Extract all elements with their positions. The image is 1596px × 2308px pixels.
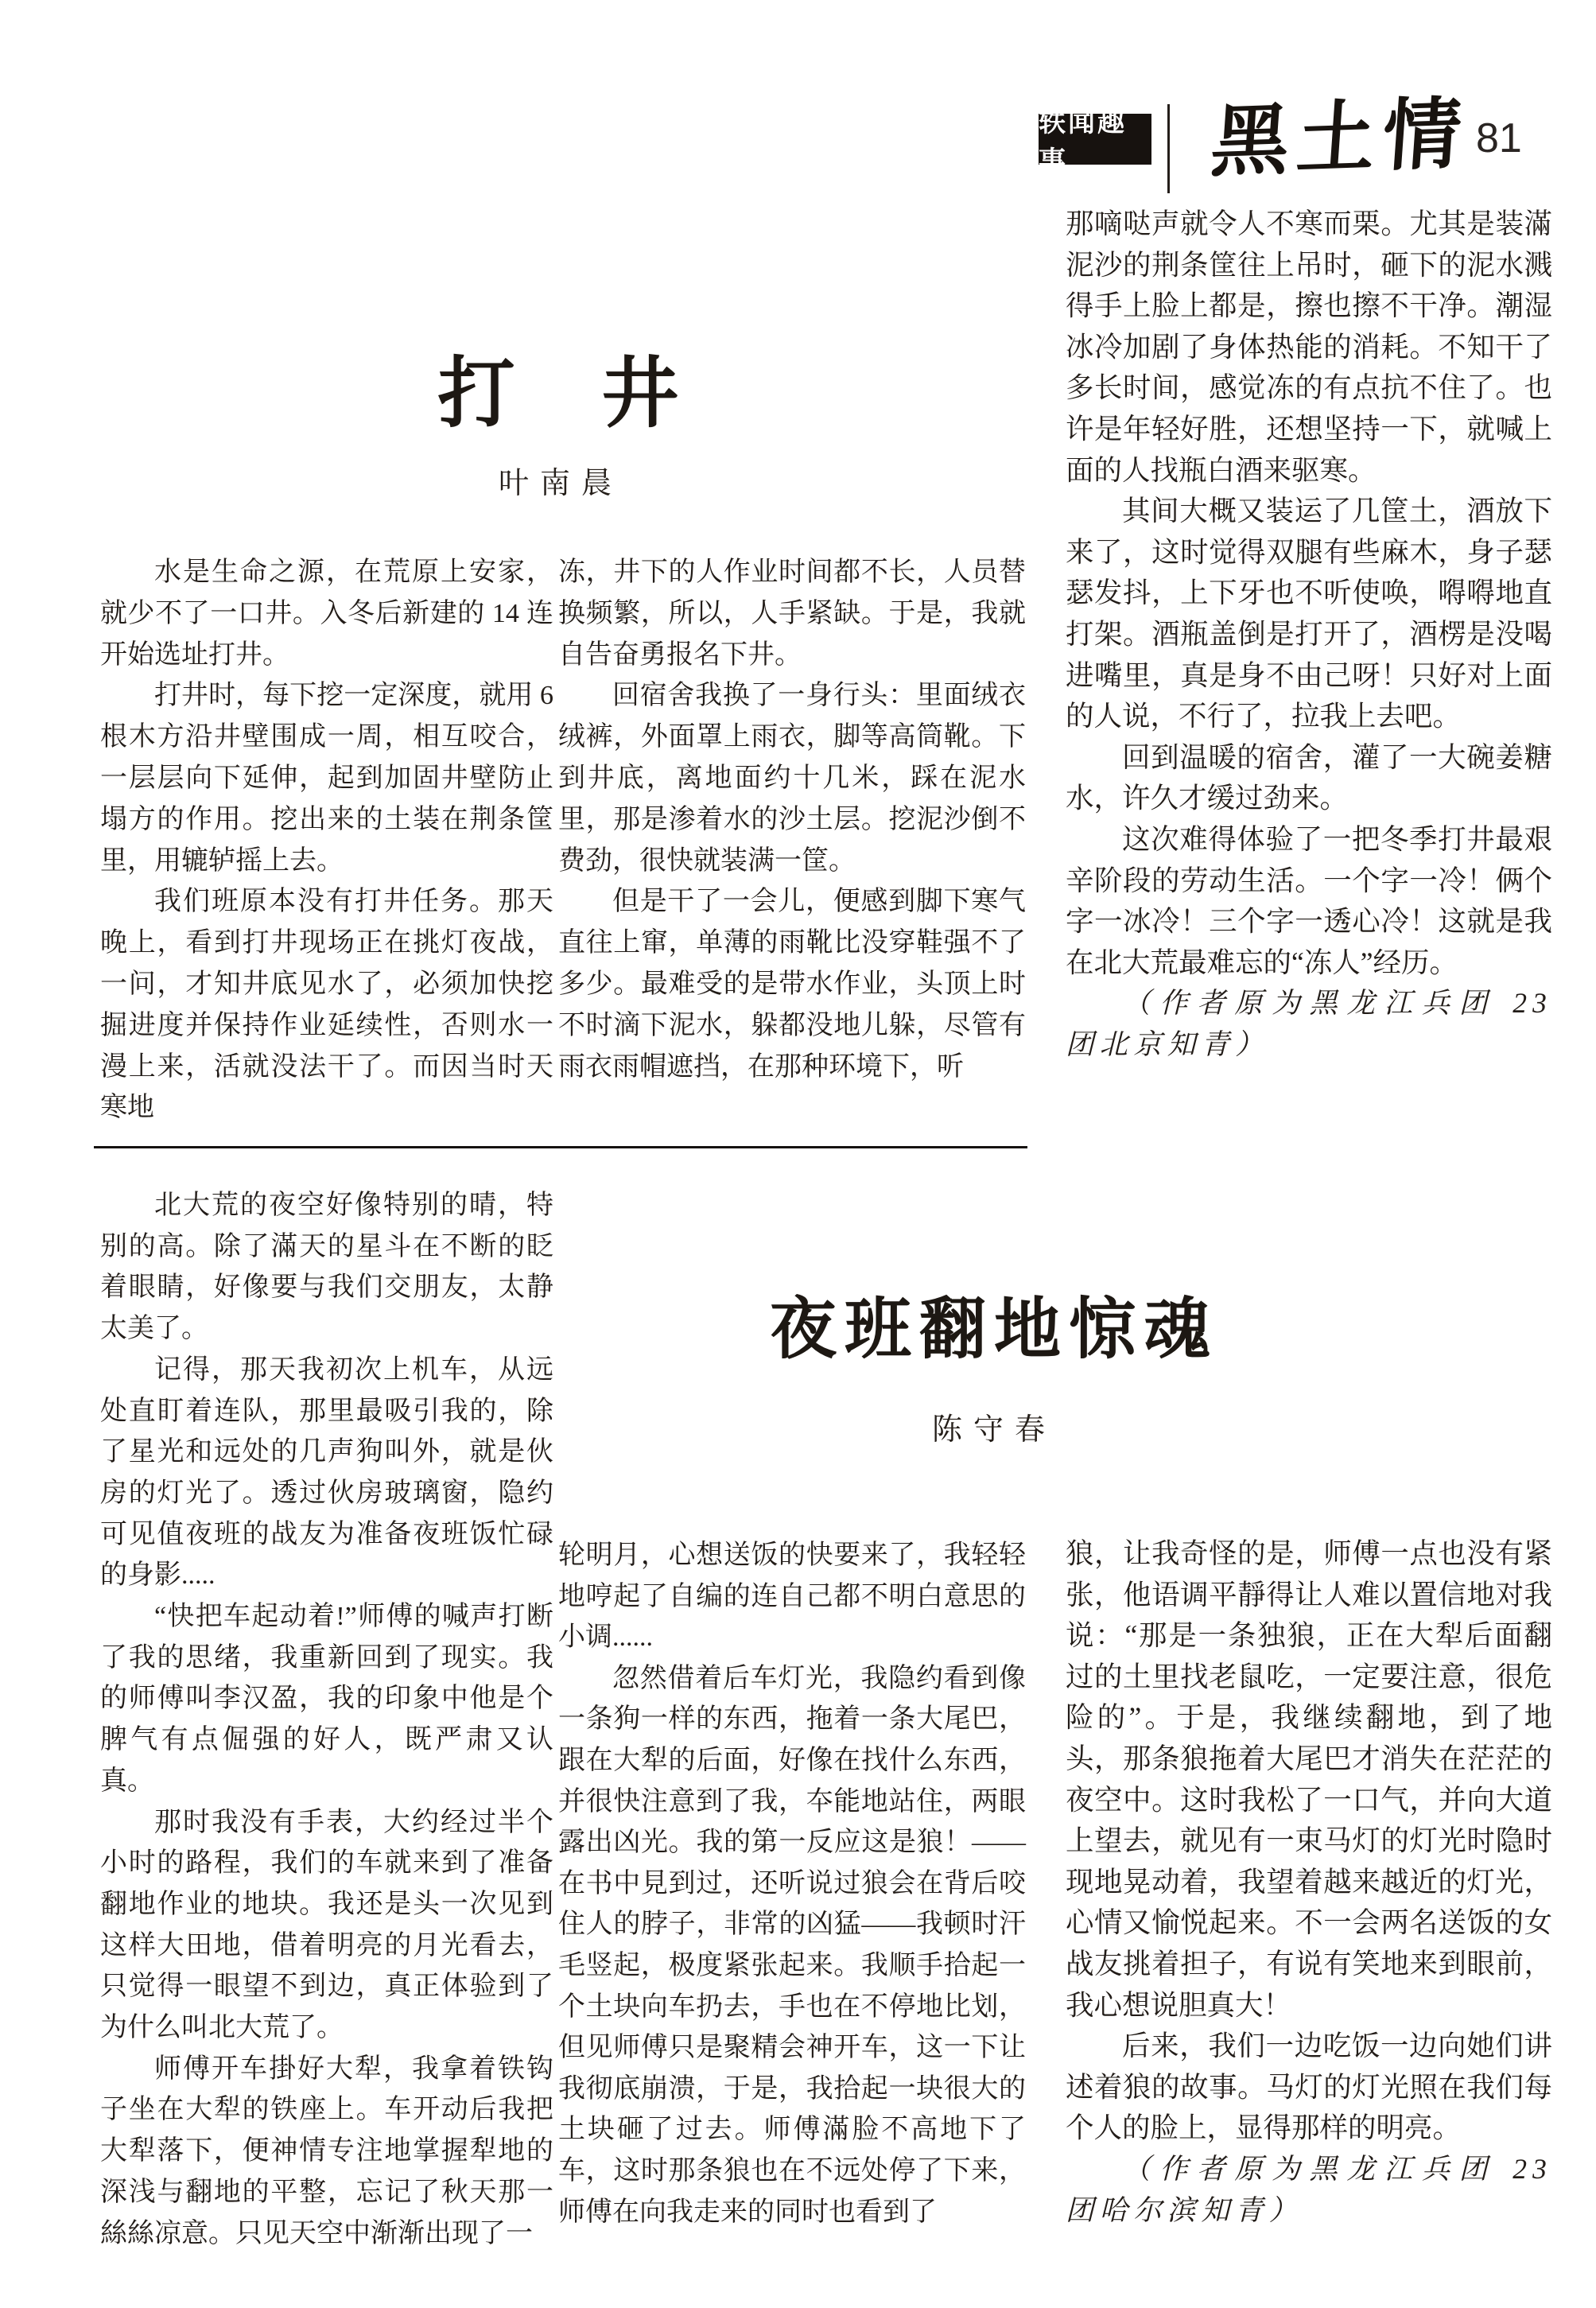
paragraph: 那嘀哒声就令人不寒而栗。尤其是装滿泥沙的荆条筐往上吊时，砸下的泥水溅得手上脸上都是，擦也擦不干净。潮湿冰冷加剧了身体热能的消耗。不知干了多长时间，感觉冻的有点抗不住了。也许是年轻好胜，还想坚持一下，就喊上面的人找瓶白酒来驱寒。: [1066, 208, 1552, 486]
article1-title: 打 井: [437, 352, 684, 437]
article1-author-block: [95, 458, 1026, 502]
paragraph: 回宿舍我换了一身行头：里面绒衣绒裤，外面罩上雨衣，脚等高筒靴。下到井底，离地面约十几米，踩在泥水里，那是渗着水的沙土层。挖泥沙倒不费劲，很快就装满一筐。: [558, 681, 1026, 876]
section-badge: [1039, 107, 1151, 177]
article2-author: 陈守春: [931, 1413, 1056, 1447]
paragraph: 师傅开车掛好大犁，我拿着铁钩子坐在大犁的铁座上。车开动后我把大犁落下，便神情专注地掌握犁地的深浅与翻地的平整，忘记了秋天那一絲絲凉意。只见天空中渐渐出现了一: [100, 2053, 553, 2248]
paragraph: “快把车起动着!”师傅的喊声打断了我的思绪，我重新回到了现实。我的师傅叫李汉盈，我的印象中他是个脾气有点倔强的好人，既严肃又认真。: [100, 1602, 553, 1796]
paragraph: 忽然借着后车灯光，我隐约看到像一条狗一样的东西，拖着一条大尾巴，跟在大犁的后面，好像在找什么东西，并很快注意到了我，夲能地站住，两眼露出凶光。我的第一反应这是狼！——在书中見到过，还听说过狼会在背后咬住人的脖子，非常的凶猛——我顿时汗毛竖起，极度紧张起来。我顺手拾起一个土块向车扔去，手也在不停地比划，但见师傅只是聚精会神开车，这一下让我彻底崩溃，于是，我拾起一块很大的土块砸了过去。师傅滿脸不高地下了车，这时那条狼也在不远处停了下来，师傅在向我走来的同时也看到了: [558, 1663, 1026, 2227]
article2-title-block: [557, 1276, 1431, 1372]
paragraph: 其间大概又装运了几筐土，酒放下来了，这时觉得双腿有些麻木，身子瑟瑟发抖，上下牙也不听使唤，嘚嘚地直打架。酒瓶盖倒是打开了，酒楞是没喝进嘴里，真是身不由己呀！只好对上面的人说，不行了，拉我上去吧。: [1066, 495, 1552, 732]
paragraph: 水是生命之源，在荒原上安家，就少不了一口井。入冬后新建的 14 连开始选址打井。: [100, 558, 553, 670]
magazine-logo: 黑土情: [1208, 91, 1472, 187]
article1-author-note: （作者原为黑龙江兵团 23 团北京知青）: [1066, 987, 1552, 1060]
article2-column-2: [558, 1535, 1026, 2239]
paragraph: 后来，我们一边吃饭一边向她们讲述着狼的故事。马灯的灯光照在我们每个人的脸上，显得那样的明亮。: [1066, 2030, 1552, 2144]
paragraph: 狼，让我奇怪的是，师傅一点也没有紧张，他语调平靜得让人难以置信地对我说：“那是一条独狼，正在大犁后面翻过的土里找老鼠吃，一定要注意，很危险的”。于是，我继续翻地，到了地头，那条狼拖着大尾巴才消失在茫茫的夜空中。这时我松了一口气，并向大道上望去，就见有一束马灯的灯光时隐时现地晃动着，我望着越来越近的灯光，心情又愉悦起来。不一会两名送饭的女战友挑着担子，有说有笑地来到眼前，我心想说胆真大！: [1066, 1537, 1552, 2021]
paragraph: 冻，井下的人作业时间都不长，人员替换频繁，所以，人手紧缺。于是，我就自告奋勇报名下井。: [558, 558, 1026, 670]
article2-author-block: [557, 1405, 1431, 1448]
header-divider: [1167, 104, 1170, 193]
section-divider: [94, 1146, 1027, 1148]
paragraph: 记得，那天我初次上机车，从远处直盯着连队，那里最吸引我的，除了星光和远处的几声狗叫外，就是伙房的灯光了。透过伙房玻璃窗，隐约可见值夜班的战友为准备夜班饭忙碌的身影.....: [100, 1354, 553, 1591]
paragraph: 但是干了一会儿，便感到脚下寒气直往上窜，单薄的雨靴比没穿鞋强不了多少。最难受的是带水作业，头顶上时不时滴下泥水，躲都没地儿躲，尽管有雨衣雨帽遮挡，在那种环境下，听: [558, 887, 1026, 1082]
article2-column-1: [100, 1185, 553, 2257]
paragraph: 北大荒的夜空好像特别的晴，特别的高。除了滿天的星斗在不断的眨着眼睛，好像要与我们交朋友，太静太美了。: [100, 1191, 553, 1344]
article1-title-block: [95, 331, 1026, 442]
article1-column-3: [1066, 204, 1552, 1110]
paragraph: 我们班原本没有打井任务。那天晚上，看到打井现场正在挑灯夜战，一问，才知井底见水了，必须加快挖掘进度并保持作业延续性，否则水一漫上来，活就没法干了。而因当时天寒地: [100, 887, 553, 1123]
article2-column-3: [1066, 1533, 1552, 2241]
article1-column-2: [558, 552, 1026, 1098]
paragraph: 这次难得体验了一把冬季打井最艰辛阶段的劳动生活。一个字一冷！俩个字一冰冷！三个字一透心冷！这就是我在北大荒最难忘的“冻人”经历。: [1066, 822, 1552, 978]
article2-title: 夜班翻地惊魂: [769, 1293, 1218, 1367]
paragraph: 打井时，每下挖一定深度，就用 6 根木方沿井壁围成一周，相互咬合，一层层向下延伸，起到加固井壁防止塌方的作用。挖出来的土装在荆条筐里，用辘轳摇上去。: [100, 681, 553, 876]
paragraph: 那时我没有手表，大约经过半个小时的路程，我们的车就来到了准备翻地作业的地块。我还是头一次见到这样大田地，借着明亮的月光看去，只觉得一眼望不到边，真正体验到了为什么叫北大荒了。: [100, 1807, 553, 2043]
paragraph: 轮明月，心想送饭的快要来了，我轻轻地哼起了自编的连自己都不明白意思的小调......: [558, 1541, 1026, 1653]
section-badge-label: 轶闻趣事: [1039, 107, 1127, 177]
article1-author: 叶南晨: [498, 467, 623, 500]
paragraph: 回到温暖的宿舍，灌了一大碗姜糖水，许久才缓过劲来。: [1066, 740, 1552, 814]
article1-column-1: [100, 552, 553, 1123]
page-number: 81: [1476, 115, 1522, 161]
article2-author-note: （作者原为黑龙江兵团 23 团哈尔滨知青）: [1066, 2152, 1552, 2226]
